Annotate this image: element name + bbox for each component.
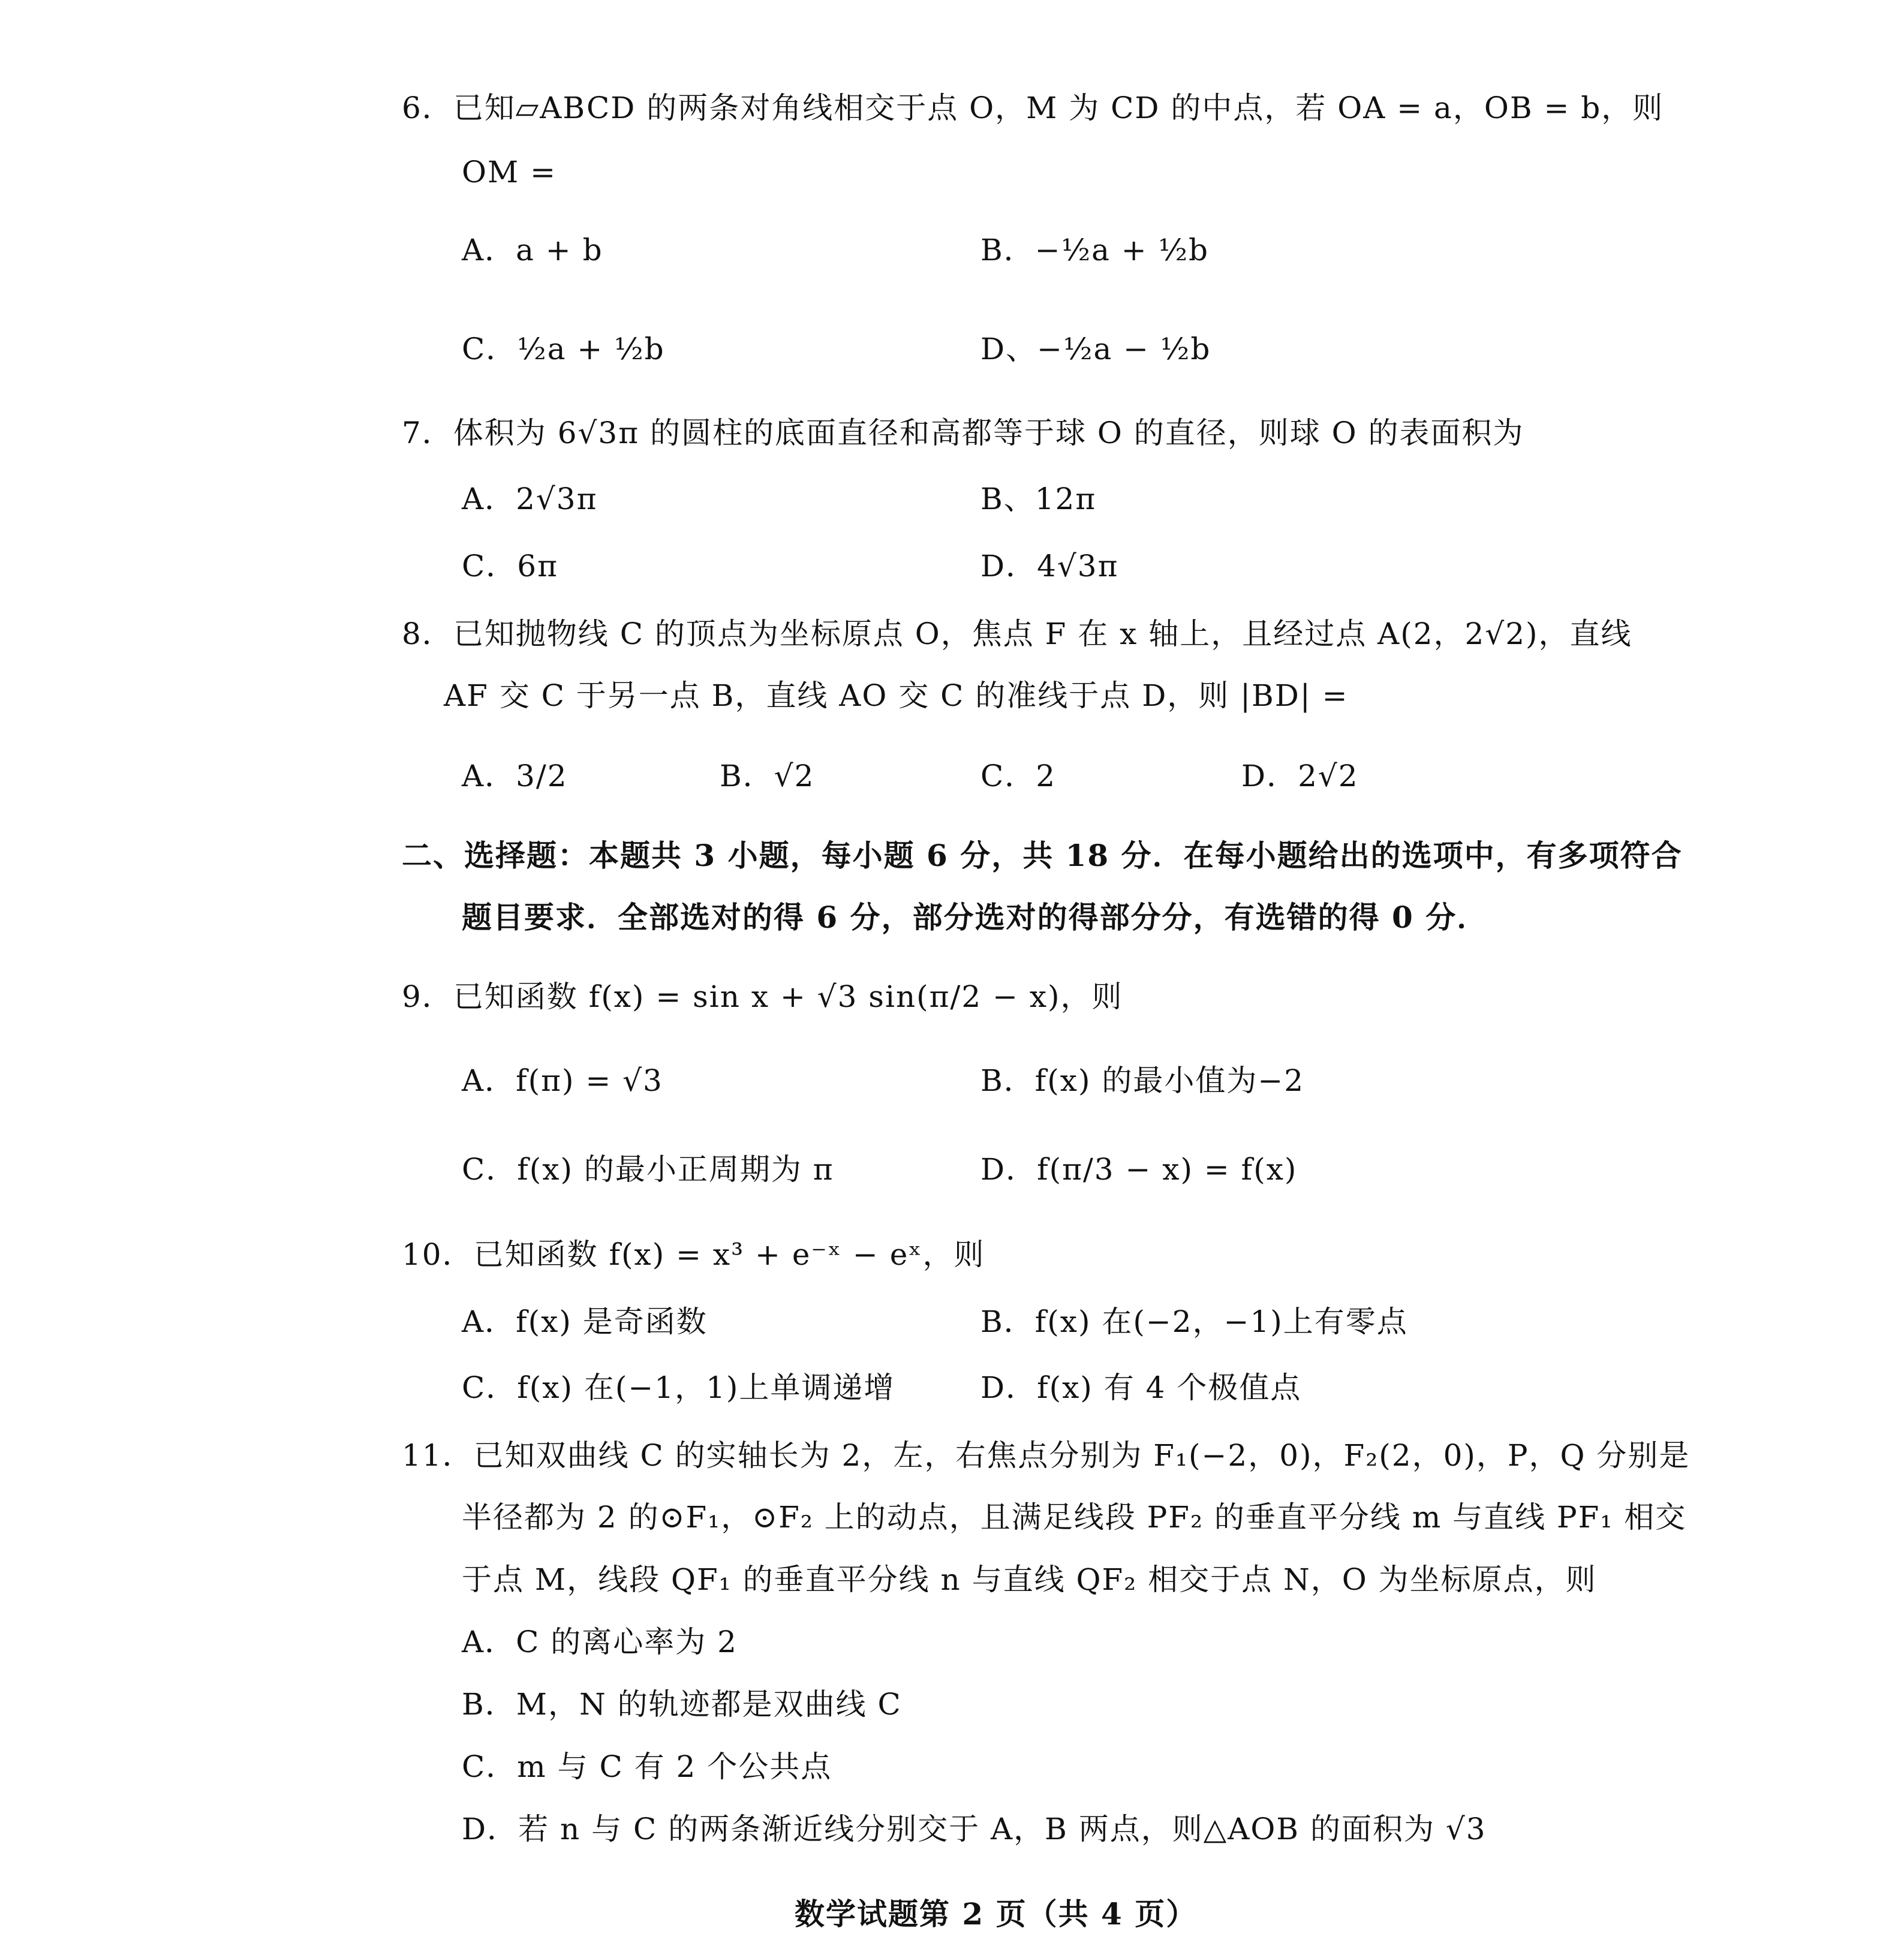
q8-stem-line1: 8．已知抛物线 C 的顶点为坐标原点 O，焦点 F 在 x 轴上，且经过点 A(2，2√2)，直线 <box>402 616 1632 651</box>
q11-stem-line3: 于点 M，线段 QF₁ 的垂直平分线 n 与直线 QF₂ 相交于点 N，O 为坐标原点，则 <box>462 1562 1597 1597</box>
q7-stem: 7．体积为 6√3π 的圆柱的底面直径和高都等于球 O 的直径，则球 O 的表面积为 <box>402 416 1524 450</box>
q7-option-a: A．2√3π <box>462 482 598 516</box>
page-footer: 数学试题第 2 页（共 4 页） <box>795 1896 1198 1932</box>
q10-option-c: C．f(x) 在(−1，1)上单调递增 <box>462 1370 895 1405</box>
q8-option-c: C．2 <box>980 759 1057 793</box>
q9-option-c: C．f(x) 的最小正周期为 π <box>462 1152 834 1187</box>
q6-stem-line1: 6．已知▱ABCD 的两条对角线相交于点 O，M 为 CD 的中点，若 OA = a，OB = b，则 <box>402 91 1664 125</box>
q9-option-b: B．f(x) 的最小值为−2 <box>980 1063 1305 1098</box>
q7-option-d: D．4√3π <box>980 549 1119 584</box>
q11-option-d: D．若 n 与 C 的两条渐近线分别交于 A，B 两点，则△AOB 的面积为 √3 <box>462 1812 1487 1846</box>
q6-option-b: B．−½a + ½b <box>980 233 1210 267</box>
q8-option-d: D．2√2 <box>1241 759 1359 793</box>
q7-option-c: C．6π <box>462 549 558 584</box>
q9-option-a: A．f(π) = √3 <box>462 1063 663 1098</box>
q10-option-d: D．f(x) 有 4 个极值点 <box>980 1370 1302 1405</box>
q6-option-c: C．½a + ½b <box>462 332 665 366</box>
q9-option-d: D．f(π/3 − x) = f(x) <box>980 1152 1298 1187</box>
q8-option-b: B．√2 <box>720 759 815 793</box>
q6-option-d: D、−½a − ½b <box>980 332 1211 366</box>
q10-option-a: A．f(x) 是奇函数 <box>462 1304 708 1339</box>
q7-option-b: B、12π <box>980 482 1097 516</box>
q10-stem: 10．已知函数 f(x) = x³ + e⁻ˣ − eˣ，则 <box>402 1237 985 1272</box>
q11-stem-line2: 半径都为 2 的⊙F₁，⊙F₂ 上的动点，且满足线段 PF₂ 的垂直平分线 m 与直线 PF₁ 相交 <box>462 1500 1687 1535</box>
q10-option-b: B．f(x) 在(−2，−1)上有零点 <box>980 1304 1408 1339</box>
section2-heading-line1: 二、选择题：本题共 3 小题，每小题 6 分，共 18 分．在每小题给出的选项中，有多项符合 <box>402 838 1683 873</box>
q6-stem-line2: OM = <box>462 155 557 190</box>
q11-option-c: C．m 与 C 有 2 个公共点 <box>462 1749 832 1784</box>
q9-stem: 9．已知函数 f(x) = sin x + √3 sin(π/2 − x)，则 <box>402 979 1123 1014</box>
q8-stem-line2: AF 交 C 于另一点 B，直线 AO 交 C 的准线于点 D，则 |BD| = <box>444 678 1349 713</box>
section2-heading-line2: 题目要求．全部选对的得 6 分，部分选对的得部分分，有选错的得 0 分． <box>462 900 1488 935</box>
q11-option-b: B．M，N 的轨迹都是双曲线 C <box>462 1687 902 1722</box>
q11-stem-line1: 11．已知双曲线 C 的实轴长为 2，左，右焦点分别为 F₁(−2，0)，F₂(2，0)，P，Q 分别是 <box>402 1438 1691 1473</box>
q11-option-a: A．C 的离心率为 2 <box>462 1625 738 1659</box>
q8-option-a: A．3/2 <box>462 759 568 793</box>
q6-option-a: A．a + b <box>462 233 603 267</box>
